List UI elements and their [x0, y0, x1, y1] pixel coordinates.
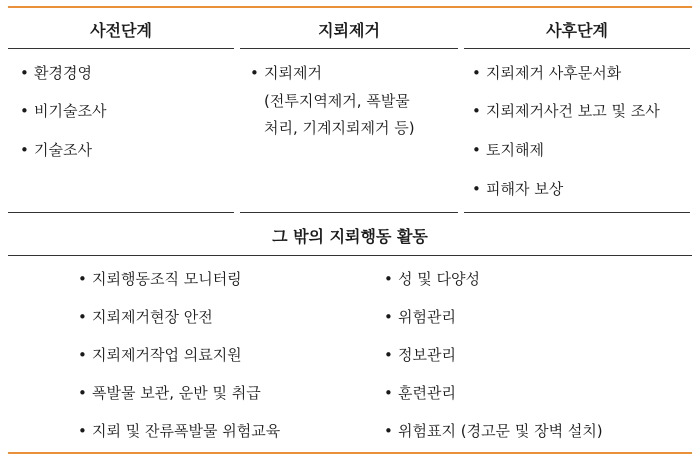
bullet: •: [78, 346, 87, 364]
list-item: • 지뢰제거현장 안전: [78, 304, 213, 330]
list-item: • 환경경영: [20, 60, 92, 86]
header-post-stage: 사후단계: [546, 21, 608, 40]
section-rule-pre: [8, 212, 234, 213]
bullet: •: [384, 422, 393, 440]
bullet: •: [78, 422, 87, 440]
list-item: • 지뢰 및 잔류폭발물 위험교육: [78, 418, 280, 444]
list-item-continuation: (전투지역제거, 폭발물: [264, 92, 410, 110]
list-item: • 정보관리: [384, 342, 456, 368]
list-item: • 비기술조사: [20, 98, 106, 124]
header-rule-other: [8, 255, 692, 256]
header-rule-post: [464, 48, 690, 49]
header-pre-stage: 사전단계: [90, 21, 152, 40]
header-rule-demining: [240, 48, 458, 49]
bullet: •: [472, 180, 481, 198]
bullet: •: [20, 141, 29, 159]
list-item-continuation: 처리, 기계지뢰제거 등): [264, 119, 415, 137]
bullet: •: [20, 102, 29, 120]
bullet: •: [472, 64, 481, 82]
list-item: • 토지해제: [472, 137, 544, 163]
header-other-activities: 그 밖의 지뢰행동 활동: [272, 227, 428, 246]
bullet: •: [384, 384, 393, 402]
list-item: • 훈련관리: [384, 380, 456, 406]
top-accent-rule: [8, 6, 692, 8]
bullet: •: [384, 270, 393, 288]
bullet: •: [78, 384, 87, 402]
header-rule-pre: [8, 48, 234, 49]
list-item: • 위험표지 (경고문 및 장벽 설치): [384, 418, 603, 444]
bullet: •: [472, 102, 481, 120]
header-demining: 지뢰제거: [318, 21, 380, 40]
bullet: •: [384, 308, 393, 326]
list-item: • 폭발물 보관, 운반 및 취급: [78, 380, 261, 406]
list-item: • 지뢰제거: [250, 60, 322, 86]
section-rule-demining: [240, 212, 458, 213]
list-item: • 지뢰제거 사후문서화: [472, 60, 621, 86]
bullet: •: [20, 64, 29, 82]
list-item: • 위험관리: [384, 304, 456, 330]
bullet: •: [78, 270, 87, 288]
section-rule-post: [464, 212, 690, 213]
list-item: • 지뢰행동조직 모니터링: [78, 266, 242, 292]
list-item: • 기술조사: [20, 137, 92, 163]
bullet: •: [78, 308, 87, 326]
list-item: • 피해자 보상: [472, 176, 563, 202]
bullet: •: [250, 64, 259, 82]
bullet: •: [384, 346, 393, 364]
list-item: • 지뢰제거작업 의료지원: [78, 342, 242, 368]
list-item: • 성 및 다양성: [384, 266, 480, 292]
list-item: • 지뢰제거사건 보고 및 조사: [472, 98, 660, 124]
bottom-accent-rule: [8, 452, 692, 454]
bullet: •: [472, 141, 481, 159]
